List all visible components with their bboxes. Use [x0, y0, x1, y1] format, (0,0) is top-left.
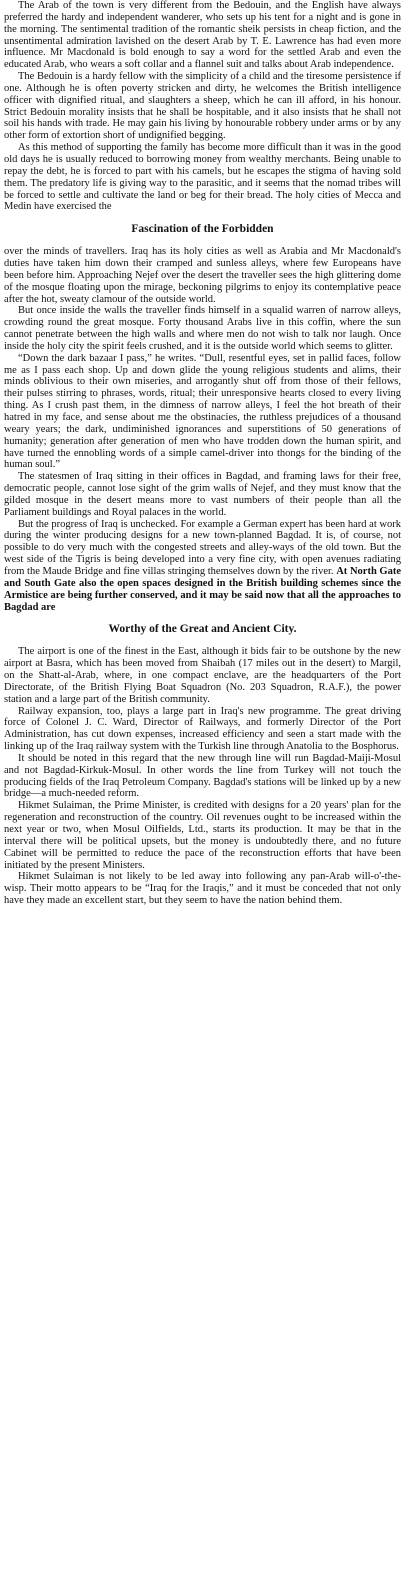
paragraph: As this method of supporting the family has become more difficult than it was in the good old days he is usually reduced to borrowing money from wealthy merchants. Being unable to repay the debt, he is forced to part with his camels, but he escapes the stigma of having sold them. The predatory life is giving way to the parasitic, and it seems that the nomad tribes will be forced to settle and cultivate the land or beg for their bread. The holy cities of Mecca and Medin have exercised the: [4, 142, 401, 213]
paragraph: The Bedouin is a hardy fellow with the simplicity of a child and the tiresome persistence if one. Although he is often poverty stricken and dirty, he welcomes the British intelligence officer with dignified ritual, and slaughters a sheep, which he can ill afford, in his honour. Strict Bedouin morality insists that he shall be hospitable, and it also insists that he shall not soil his hands with trade. He may gain his living by honourable robbery under arms or by any other form of extortion short of undignified begging.: [4, 71, 401, 142]
paragraph: Hikmet Sulaiman is not likely to be led away into following any pan-Arab will-o'-the-wisp. Their motto appears to be “Iraq for the Iraqis,” and it must be conceded that not only have they made an excellent start, but they seem to have the nation behind them.: [4, 871, 401, 907]
paragraph: “Down the dark bazaar I pass,” he writes. “Dull, resentful eyes, set in pallid faces, follow me as I pass each shop. Up and down glide the young religious students and alims, their minds oblivious to their own miseries, and arrogantly shut off from those of their fellows, their pulses stirring to phrases, words, ritual; their unresponsive hearts closed to every living thing. As I crush past them, in the dimness of narrow alleys, I feel the hot breath of their hatred in my face, and sense about me the obstinacies, the ruthless prejudices of a thousand weary years; the dark, undiminished ignorances and superstitions of 50 generations of humanity; generation after generation of men who have trodden down the human spirit, and have turned the ennobling words of a simple camel-driver into thongs for the binding of the human soul.”: [4, 352, 401, 471]
paragraph: It should be noted in this regard that the new through line will run Bagdad-Maiji-Mosul and not Bagdad-Kirkuk-Mosul. In other words the line from Turkey will not touch the producing fields of the Iraq Petroleum Company. Bagdad's stations will be linked up by a new bridge—a much-needed reform.: [4, 752, 401, 800]
paragraph: Railway expansion, too, plays a large part in Iraq's new programme. The great driving force of Colonel J. C. Ward, Director of Railways, and formerly Director of the Port Administration, has cut down expenses, increased efficiency and seen a start made with the linking up of the Iraq railway system with the Turkish line through Anatolia to the Bosphorus.: [4, 705, 401, 753]
paragraph: The Arab of the town is very different from the Bedouin, and the English have always preferred the hardy and independent wanderer, who sets up his tent for a night and is gone in the morning. The sentimental tradition of the romantic sheik persists in cheap fiction, and the unsentimental admiration lavished on the desert Arab by T. E. Lawrence has had even more influence. Mr Macdonald is bold enough to say a word for the settled Arab and even the educated Arab, who wears a soft collar and a flannel suit and talks about Arab independence.: [4, 0, 401, 71]
paragraph: Hikmet Sulaiman, the Prime Minister, is credited with designs for a 20 years' plan for the regeneration and reconstruction of the country. Oil revenues ought to be increased within the next year or two, when Mosul Oilfields, Ltd., starts its production. It may be that in the interval there will be political upsets, but the money is undoubtedly there, and no future Cabinet will be permitted to reduce the pace of the reconstruction efforts that have been initiated by the present Ministers.: [4, 800, 401, 871]
paragraph: But once inside the walls the traveller finds himself in a squalid warren of narrow alleys, crowding round the great mosque. Forty thousand Arabs live in this coffin, where the sun cannot penetrate between the high walls and where men do not wish to talk nor laugh. Once inside the holy city the spirit feels crushed, and it is the outside world which seems to glitter.: [4, 305, 401, 352]
paragraph: The statesmen of Iraq sitting in their offices in Bagdad, and framing laws for their free, democratic people, cannot lose sight of the grim walls of Nejef, and they must know that the gilded mosque in the desert means more to vast numbers of their people than all the Parliament buildings and Royal palaces in the world.: [4, 471, 401, 518]
paragraph: over the minds of travellers. Iraq has its holy cities as well as Arabia and Mr Macdonald's duties have taken him down their cramped and sunless alleys, where few Europeans have been before him. Approaching Nejef over the desert the traveller sees the high glittering dome of the mosque floating upon the mirage, beckoning pilgrims to enjoy its contemplative peace after the hot, sweaty clamour of the outside world.: [4, 246, 401, 305]
section-heading: Worthy of the Great and Ancient City.: [108, 623, 297, 636]
paragraph: [4, 519, 401, 614]
paragraph-bold-text: At North Gate and South Gate also the open spaces designed in the British building schemes since the Armistice are being further conserved, and it may be said now that all the approaches to Bagdad are: [4, 565, 402, 613]
paragraph-text: But the progress of Iraq is unchecked. For example a German expert has been hard at work during the winter producing designs for a new town-planned Bagdad. It is, of course, not possible to do very much with the congested streets and alley-ways of the old town. But the west side of the Tigris is being developed into a very fine city, with open avenues radiating from the Maude Bridge and fine villas stringing themselves down by the river.: [4, 518, 401, 577]
section-heading: Fascination of the Forbidden: [131, 223, 274, 236]
paragraph: The airport is one of the finest in the East, although it bids fair to be outshone by the new airport at Basra, which has been moved from Shaibah (17 miles out in the desert) to Margil, on the Shatt-al-Arab, where, in one compact enclave, are the headquarters of the Port Directorate, of the British Flying Boat Squadron (No. 203 Squadron, R.A.F.), the power station and a large part of the British community.: [4, 646, 401, 705]
